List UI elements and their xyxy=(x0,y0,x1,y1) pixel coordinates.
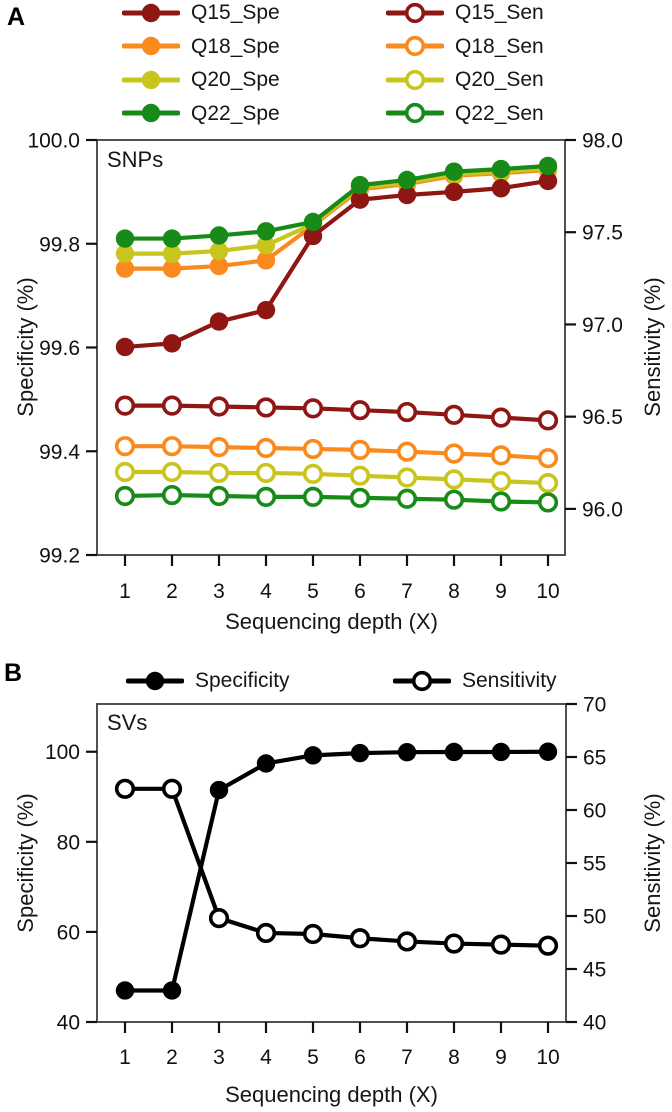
panel-b-right-tick-label: 40 xyxy=(583,1011,607,1035)
panel-b-point-Specificity xyxy=(163,981,181,999)
panel-a-right-tick-label: 98.0 xyxy=(582,129,623,153)
panel-a-point-Q22_Spe xyxy=(539,157,557,175)
legend-a-item-q18_sen xyxy=(386,30,544,64)
panel-a-series-Q15_Spe xyxy=(116,172,557,356)
panel-a-point-Q18_Sen xyxy=(117,438,134,455)
panel-a-x-tick-label: 9 xyxy=(495,580,507,603)
panel-b-right-tick-label: 45 xyxy=(583,958,607,982)
panel-a-series-Q20_Sen-line xyxy=(125,472,548,483)
panel-b-point-Sensitivity xyxy=(352,930,369,947)
panel-a-point-Q18_Sen xyxy=(305,441,322,458)
panel-a-point-Q20_Sen xyxy=(540,475,557,492)
panel-a-point-Q22_Sen xyxy=(399,490,416,507)
legend-a-item-q22_sen-label: Q22_Sen xyxy=(455,101,544,125)
legend-a-item-q22_sen xyxy=(386,97,544,131)
panel-a-legend-col-spe xyxy=(122,0,280,130)
panel-b-point-Specificity xyxy=(257,754,275,772)
legend-a-item-q18_spe-marker-dot xyxy=(142,37,160,55)
legend-a-item-q22_sen-marker-icon xyxy=(386,101,444,125)
panel-a-point-Q22_Spe xyxy=(163,229,181,247)
legend-a-item-q18_spe-marker-icon xyxy=(122,34,180,58)
panel-a-series-Q20_Sen xyxy=(117,464,557,492)
panel-b-series-Specificity xyxy=(116,743,557,1000)
panel-a-point-Q22_Spe xyxy=(492,160,510,178)
panel-b-left-axis-title: Specificity (%) xyxy=(13,793,38,933)
panel-a-point-Q15_Sen xyxy=(352,402,369,419)
legend-a-item-q20_sen xyxy=(386,63,544,97)
panel-a-point-Q15_Sen xyxy=(305,400,322,417)
panel-a-point-Q22_Sen xyxy=(211,488,228,505)
panel-a-point-Q15_Spe xyxy=(445,183,463,201)
legend-b-item-sensitivity-marker-dot xyxy=(414,672,431,689)
panel-b-x-tick-label: 1 xyxy=(119,1046,131,1069)
panel-a-point-Q18_Sen xyxy=(493,447,510,464)
panel-a-series-Q20_Spe-line xyxy=(125,169,548,254)
panel-b-point-Sensitivity xyxy=(446,935,463,952)
legend-b-item-sensitivity-marker-icon xyxy=(393,669,451,693)
legend-a-item-q18_sen-marker-icon xyxy=(386,34,444,58)
legend-a-item-q22_spe-label: Q22_Spe xyxy=(191,101,280,125)
panel-b-x-tick-label: 5 xyxy=(307,1046,319,1069)
panel-a-point-Q22_Spe xyxy=(351,176,369,194)
panel-a-left-tick-label: 99.2 xyxy=(39,544,80,568)
panel-b-left-tick-label: 40 xyxy=(56,1011,80,1035)
legend-a-item-q20_spe xyxy=(122,63,280,97)
panel-a-x-tick-label: 1 xyxy=(119,580,131,603)
panel-b-x-tick-label: 3 xyxy=(213,1046,225,1069)
panel-a-point-Q22_Sen xyxy=(164,487,181,504)
panel-a-series-Q22_Spe xyxy=(116,157,557,248)
panel-a-x-tick-label: 3 xyxy=(213,580,225,603)
panel-a-left-tick-label: 99.6 xyxy=(39,337,80,360)
panel-a-point-Q22_Sen xyxy=(352,490,369,507)
panel-a-x-tick-label: 2 xyxy=(166,580,178,603)
legend-a-item-q15_spe-label: Q15_Spe xyxy=(191,1,280,25)
panel-a-point-Q18_Sen xyxy=(352,442,369,459)
panel-a-right-tick-label: 97.5 xyxy=(582,221,623,245)
legend-a-item-q20_sen-marker-icon xyxy=(386,68,444,92)
panel-a-label: A xyxy=(7,3,26,31)
panel-b-point-Specificity xyxy=(492,743,510,761)
panel-a-point-Q15_Spe xyxy=(257,301,275,319)
legend-b-item-sensitivity-label: Sensitivity xyxy=(462,669,557,693)
panel-b-right-tick-label: 70 xyxy=(583,693,607,717)
panel-b-x-axis-title: Sequencing depth (X) xyxy=(225,1082,438,1107)
panel-a-point-Q18_Sen xyxy=(399,443,416,460)
panel-b-x-tick-label: 10 xyxy=(536,1046,560,1069)
panel-a-point-Q20_Sen xyxy=(399,469,416,486)
legend-a-item-q15_spe xyxy=(122,0,280,30)
legend-a-item-q18_sen-label: Q18_Sen xyxy=(455,34,544,58)
legend-a-item-q20_sen-marker-dot xyxy=(407,71,424,88)
legend-a-item-q20_spe-label: Q20_Spe xyxy=(191,68,280,92)
panel-a-point-Q15_Sen xyxy=(446,407,463,424)
panel-b-right-axis-title: Sensitivity (%) xyxy=(640,793,665,933)
panel-b-right-tick-label: 55 xyxy=(583,852,607,876)
panel-b-left-tick-label: 100 xyxy=(44,741,80,765)
panel-a-left-axis-title: Specificity (%) xyxy=(13,277,38,417)
panel-b-x-tick-label: 6 xyxy=(354,1046,366,1069)
panel-a-x-tick-label: 7 xyxy=(401,580,413,603)
legend-b-item-sensitivity xyxy=(393,664,557,698)
panel-a-point-Q22_Spe xyxy=(398,171,416,189)
panel-b-x-tick-label: 2 xyxy=(166,1046,178,1069)
panel-a-point-Q20_Sen xyxy=(117,464,134,481)
legend-a-item-q18_spe xyxy=(122,30,280,64)
panel-a-right-tick-label: 96.0 xyxy=(582,498,623,522)
panel-b-right-tick-label: 65 xyxy=(583,746,607,770)
legend-b-item-specificity-label: Specificity xyxy=(195,669,290,693)
legend-a-item-q22_spe-marker-icon xyxy=(122,101,180,125)
panel-a-left-tick-label: 100.0 xyxy=(27,129,80,153)
panel-b-x-tick-label: 7 xyxy=(401,1046,413,1069)
panel-a-point-Q15_Sen xyxy=(540,412,557,429)
panel-a-series-Q22_Sen-line xyxy=(125,495,548,502)
panel-a-series-Q15_Sen xyxy=(117,397,557,428)
panel-a-left-tick-label: 99.4 xyxy=(39,440,80,464)
panel-a-point-Q22_Sen xyxy=(258,489,275,506)
panel-b-x-tick-label: 9 xyxy=(495,1046,507,1069)
legend-a-item-q20_spe-marker-icon xyxy=(122,68,180,92)
legend-a-item-q15_sen-marker-dot xyxy=(407,4,424,21)
panel-a-point-Q20_Sen xyxy=(305,466,322,483)
panel-a-point-Q15_Spe xyxy=(210,312,228,330)
legend-a-item-q15_spe-marker-dot xyxy=(142,4,160,22)
panel-a-series-Q22_Sen xyxy=(117,487,557,511)
panel-a-x-tick-label: 4 xyxy=(260,580,272,603)
legend-b-item-specificity-marker-dot xyxy=(146,672,164,690)
legend-a-item-q20_spe-marker-dot xyxy=(142,71,160,89)
legend-a-item-q22_sen-marker-dot xyxy=(407,105,424,122)
panel-a-x-axis-title: Sequencing depth (X) xyxy=(225,609,438,634)
panel-a-point-Q18_Sen xyxy=(211,439,228,456)
panel-b-x-tick-label: 8 xyxy=(448,1046,460,1069)
panel-a-right-tick-label: 97.0 xyxy=(582,313,623,337)
legend-a-item-q18_sen-marker-dot xyxy=(407,38,424,55)
panel-a-point-Q22_Spe xyxy=(210,226,228,244)
panel-b-series-Sensitivity xyxy=(117,781,557,954)
panel-b-x-tick-label: 4 xyxy=(260,1046,272,1069)
panel-a-point-Q18_Sen xyxy=(258,440,275,457)
panel-a-chart xyxy=(27,130,622,604)
panel-b-point-Sensitivity xyxy=(117,781,134,798)
panel-b-right-tick-label: 60 xyxy=(583,799,607,823)
legend-a-item-q15_sen xyxy=(386,0,544,30)
panel-a-left-tick-label: 99.8 xyxy=(39,233,80,257)
panel-a-x-tick-label: 8 xyxy=(448,580,460,603)
panel-a-point-Q22_Sen xyxy=(446,491,463,508)
panel-a-point-Q15_Sen xyxy=(399,404,416,421)
panel-b-point-Specificity xyxy=(116,981,134,999)
panel-a-x-tick-label: 5 xyxy=(307,580,319,603)
panel-b-plot-tag: SVs xyxy=(107,710,148,735)
panel-a-point-Q15_Sen xyxy=(211,398,228,415)
panel-a-x-tick-label: 6 xyxy=(354,580,366,603)
panel-a-point-Q15_Sen xyxy=(493,409,510,426)
panel-b-point-Specificity xyxy=(539,743,557,761)
panel-a-point-Q15_Spe xyxy=(163,334,181,352)
panel-a-right-tick-label: 96.5 xyxy=(582,406,623,430)
panel-a-legend-col-sen xyxy=(386,0,544,130)
panel-b-point-Specificity xyxy=(210,781,228,799)
panel-a-point-Q22_Sen xyxy=(305,489,322,506)
panel-a-series-Q15_Sen-line xyxy=(125,406,548,421)
panel-b-series-Specificity-line xyxy=(125,752,548,991)
panel-b-point-Specificity xyxy=(398,743,416,761)
panel-a-point-Q22_Spe xyxy=(445,162,463,180)
panel-b-left-tick-label: 60 xyxy=(56,921,80,945)
panel-b-point-Sensitivity xyxy=(211,910,228,927)
panel-b-right-tick-label: 50 xyxy=(583,905,607,929)
panel-a-point-Q22_Sen xyxy=(493,493,510,510)
legend-a-item-q15_spe-marker-icon xyxy=(122,1,180,25)
panel-a-point-Q15_Sen xyxy=(164,397,181,414)
panel-a-point-Q22_Sen xyxy=(117,488,134,505)
panel-a-point-Q20_Sen xyxy=(258,465,275,482)
panel-b-chart xyxy=(45,694,606,1070)
panel-a-point-Q18_Sen xyxy=(164,438,181,455)
panel-b-point-Specificity xyxy=(445,743,463,761)
legend-a-item-q20_sen-label: Q20_Sen xyxy=(455,68,544,92)
panel-a-point-Q20_Sen xyxy=(352,467,369,484)
panel-b-point-Sensitivity xyxy=(164,781,181,798)
panel-a-plot-tag: SNPs xyxy=(107,147,164,172)
panel-a-point-Q20_Sen xyxy=(446,471,463,488)
panel-a-point-Q18_Sen xyxy=(446,445,463,462)
panel-a-point-Q22_Sen xyxy=(540,494,557,511)
panel-a-series-Q18_Sen xyxy=(117,438,557,467)
panel-a-point-Q22_Spe xyxy=(304,213,322,231)
legend-a-item-q22_spe xyxy=(122,97,280,131)
panel-a-point-Q15_Spe xyxy=(492,179,510,197)
panel-b-point-Sensitivity xyxy=(305,926,322,943)
panel-a-point-Q20_Sen xyxy=(164,464,181,481)
panel-a-series-Q22_Spe-line xyxy=(125,166,548,239)
panel-b-point-Sensitivity xyxy=(493,936,510,953)
legend-a-item-q15_sen-marker-icon xyxy=(386,1,444,25)
legend-a-item-q18_spe-label: Q18_Spe xyxy=(191,34,280,58)
panel-b-label: B xyxy=(4,659,23,687)
panel-b-point-Sensitivity xyxy=(540,937,557,954)
panel-a-point-Q15_Spe xyxy=(116,338,134,356)
legend-a-item-q15_sen-label: Q15_Sen xyxy=(455,1,544,25)
panel-b-point-Sensitivity xyxy=(399,933,416,950)
panel-a-point-Q15_Sen xyxy=(258,399,275,416)
panel-a-right-axis-title: Sensitivity (%) xyxy=(640,277,665,417)
panel-b-point-Specificity xyxy=(351,744,369,762)
panel-a-series-Q18_Sen-line xyxy=(125,446,548,458)
legend-b-item-specificity xyxy=(126,664,290,698)
panel-a-point-Q20_Sen xyxy=(493,473,510,490)
panel-a-point-Q18_Sen xyxy=(540,450,557,467)
panel-a-point-Q22_Spe xyxy=(116,229,134,247)
panel-b-point-Specificity xyxy=(304,746,322,764)
legend-b-item-specificity-marker-icon xyxy=(126,669,184,693)
panel-a-point-Q15_Sen xyxy=(117,397,134,414)
legend-a-item-q22_spe-marker-dot xyxy=(142,104,160,122)
panel-a-point-Q20_Sen xyxy=(211,465,228,482)
panel-a-x-tick-label: 10 xyxy=(536,580,560,603)
panel-b-left-tick-label: 80 xyxy=(56,831,80,855)
panel-a-point-Q22_Spe xyxy=(257,222,275,240)
panel-b-point-Sensitivity xyxy=(258,925,275,942)
